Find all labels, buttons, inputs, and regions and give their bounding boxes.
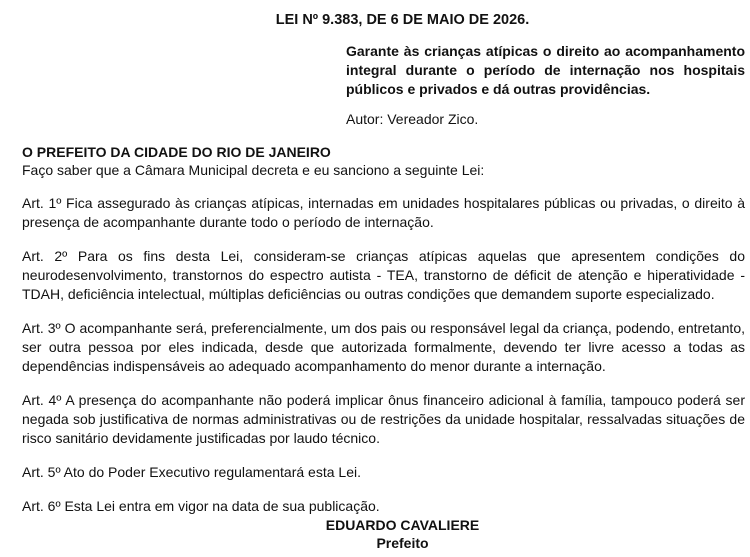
signer-role: Prefeito [376, 535, 429, 551]
law-document [22, 10, 745, 552]
article-1: Art. 1º Fica assegurado às crianças atípicas, internadas em unidades hospitalares públicas ou privadas, o direito à presença de acompanhante durante todo o período de internação. [22, 195, 745, 230]
article-3: Art. 3º O acompanhante será, preferencialmente, um dos pais ou responsável legal da criança, podendo, entretanto, ser outra pessoa por eles indicada, desde que autorizada formalmente, devendo ter livre acesso a todas as dependências indispensáveis ao adequado acompanhamento do menor durante a internação. [22, 320, 745, 374]
law-title: LEI Nº 9.383, DE 6 DE MAIO DE 2026. [275, 12, 530, 28]
law-ementa: Garante às crianças atípicas o direito ao acompanhamento integral durante o período de internação nos hospitais públicos e privados e dá outras providências. [346, 43, 745, 97]
signer-name: EDUARDO CAVALIERE [325, 517, 480, 533]
enactment-clause: Faço saber que a Câmara Municipal decreta e eu sanciono a seguinte Lei: [22, 162, 485, 178]
issuer-heading: O PREFEITO DA CIDADE DO RIO DE JANEIRO [22, 144, 331, 160]
law-author: Autor: Vereador Zico. [346, 111, 479, 127]
article-5: Art. 5º Ato do Poder Executivo regulamentará esta Lei. [22, 464, 361, 480]
article-4: Art. 4º A presença do acompanhante não poderá implicar ônus financeiro adicional à família, tampouco poderá ser negada sob justificativa de normas administrativas ou de restrições da unidade hospitalar, ressalvadas situações de risco sanitário devidamente justificadas por laudo técnico. [22, 392, 745, 446]
article-6: Art. 6º Esta Lei entra em vigor na data de sua publicação. [22, 498, 380, 514]
article-2: Art. 2º Para os fins desta Lei, consideram-se crianças atípicas aquelas que apresentem condições do neurodesenvolvimento, transtornos do espectro autista - TEA, transtorno de déficit de atenção e hiperatividade - TDAH, deficiência intelectual, múltiplas deficiências ou outras condições que demandem suporte especializado. [22, 248, 745, 302]
